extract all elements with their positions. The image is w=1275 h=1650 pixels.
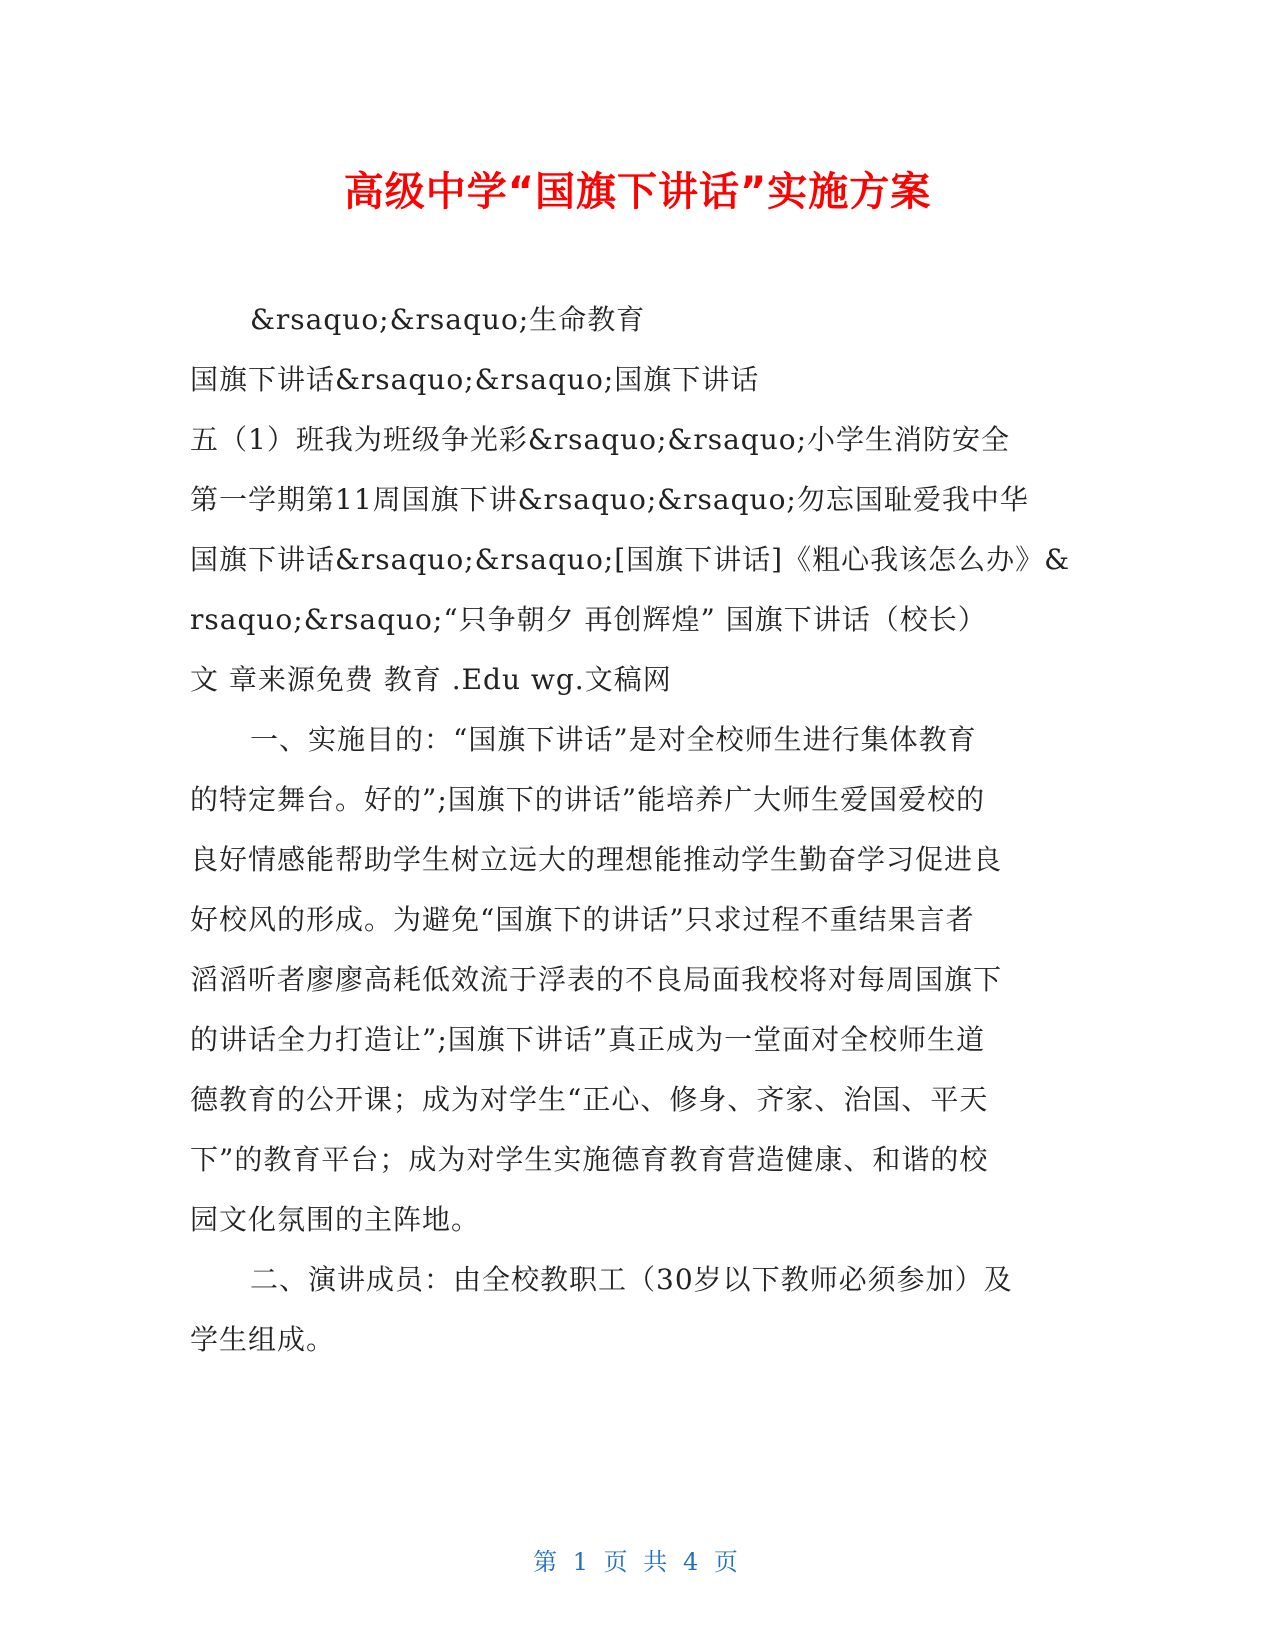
body-line: 文 章来源免费 教育 .Edu wg.文稿网 [190,663,672,696]
paragraph-1-line: 园文化氛围的主阵地。 [190,1203,481,1236]
body-line: 第一学期第11周国旗下讲&rsaquo;&rsaquo;勿忘国耻爱我中华 [190,483,1029,516]
document-title: 高级中学“国旗下讲话”实施方案 [343,169,932,215]
paragraph-1-line: 滔滔听者廖廖高耗低效流于浮表的不良局面我校将对每周国旗下 [190,963,1003,996]
paragraph-1-line: 一、实施目的：“国旗下讲话”是对全校师生进行集体教育 [250,723,977,756]
body-line: 五（1）班我为班级争光彩&rsaquo;&rsaquo;小学生消防安全 [190,423,1011,456]
paragraph-1-line: 德教育的公开课；成为对学生“正心、修身、齐家、治国、平天 [190,1083,989,1116]
body-line: 国旗下讲话&rsaquo;&rsaquo;国旗下讲话 [190,363,760,396]
body-line: rsaquo;&rsaquo;“只争朝夕 再创辉煌” 国旗下讲话（校长） [190,603,987,636]
paragraph-2-line: 二、演讲成员：由全校教职工（30岁以下教师必须参加）及 [250,1263,1013,1296]
paragraph-1-line: 良好情感能帮助学生树立远大的理想能推动学生勤奋学习促进良 [190,843,1003,876]
paragraph-2-line: 学生组成。 [190,1323,336,1356]
paragraph-1-line: 下”的教育平台；成为对学生实施德育教育营造健康、和谐的校 [190,1143,989,1176]
paragraph-1-line: 的特定舞台。好的”;国旗下的讲话”能培养广大师生爱国爱校的 [190,783,986,816]
body-line: 国旗下讲话&rsaquo;&rsaquo;[国旗下讲话]《粗心我该怎么办》& [190,543,1071,576]
paragraph-1-line: 的讲话全力打造让”;国旗下讲话”真正成为一堂面对全校师生道 [190,1023,986,1056]
document-body [190,290,1090,1370]
page-number-footer: 第 1 页 共 4 页 [533,1548,742,1576]
paragraph-1-line: 好校风的形成。为避免“国旗下的讲话”只求过程不重结果言者 [190,903,975,936]
body-line: &rsaquo;&rsaquo;生命教育 [250,303,646,336]
